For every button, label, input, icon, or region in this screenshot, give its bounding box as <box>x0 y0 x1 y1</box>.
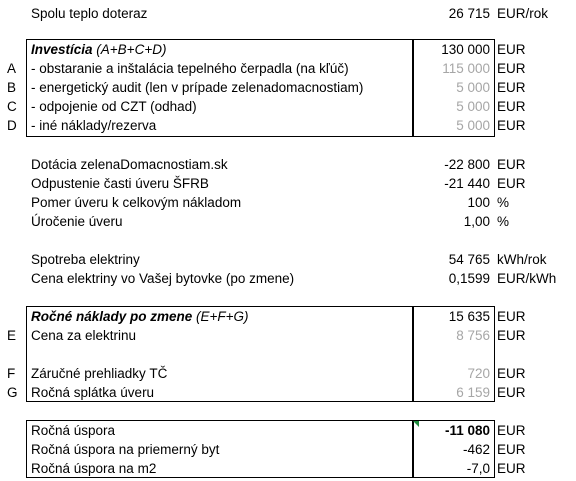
value-uspora-byt[interactable]: -462 <box>462 442 490 457</box>
value-uspora-m2[interactable]: -7,0 <box>466 461 490 476</box>
unit-rocna-uspora[interactable]: EUR <box>497 423 526 438</box>
letter-f: F <box>7 366 16 381</box>
row-urocenie[interactable] <box>0 212 576 231</box>
unit-spotreba[interactable]: kWh/rok <box>497 252 547 267</box>
value-splatka-uveru[interactable]: 6 159 <box>456 385 490 400</box>
label-splatka-uveru[interactable]: Ročná splátka úveru <box>31 385 155 400</box>
unit-odpustenie[interactable]: EUR <box>497 176 526 191</box>
label-zarucne-prehliadky[interactable]: Záručné prehliadky TČ <box>31 366 168 381</box>
letter-g: G <box>7 385 18 400</box>
value-rocne-naklady[interactable]: 15 635 <box>448 309 490 324</box>
unit-pomer[interactable]: % <box>497 195 510 210</box>
row-rocne-naklady[interactable] <box>0 307 576 326</box>
label-rocna-uspora[interactable]: Ročná úspora <box>31 423 116 438</box>
letter-e: E <box>7 328 17 343</box>
unit-cena-elektriny[interactable]: EUR/kWh <box>497 271 557 286</box>
label-investicia-title: Investícia <box>31 42 93 57</box>
label-rocne-naklady-title: Ročné náklady po zmene <box>31 309 193 324</box>
value-obstaranie[interactable]: 115 000 <box>442 61 490 76</box>
label-spotreba[interactable]: Spotreba elektriny <box>31 252 140 267</box>
unit-investicia[interactable]: EUR <box>497 42 526 57</box>
value-cena-za-elektrinu[interactable]: 8 756 <box>456 328 490 343</box>
unit-uspora-m2[interactable]: EUR <box>497 461 526 476</box>
unit-splatka-uveru[interactable]: EUR <box>497 385 526 400</box>
label-spolu-teplo[interactable]: Spolu teplo doteraz <box>31 6 148 21</box>
label-dotacia[interactable]: Dotácia zelenaDomacnostiam.sk <box>31 157 228 172</box>
letter-c: C <box>7 99 17 114</box>
label-ine-naklady[interactable]: - iné náklady/rezerva <box>31 118 157 133</box>
row-g[interactable] <box>0 383 576 402</box>
value-spolu-teplo[interactable]: 26 715 <box>448 6 490 21</box>
value-pomer[interactable]: 100 <box>467 195 490 210</box>
label-urocenie[interactable]: Úročenie úveru <box>31 214 123 229</box>
label-cena-elektriny[interactable]: Cena elektriny vo Vašej bytovke (po zmene) <box>31 271 295 286</box>
value-zarucne-prehliadky[interactable]: 720 <box>467 366 490 381</box>
unit-obstaranie[interactable]: EUR <box>497 61 526 76</box>
row-investicia[interactable] <box>0 40 576 59</box>
unit-urocenie[interactable]: % <box>497 214 510 229</box>
label-obstaranie[interactable]: - obstaranie a inštalácia tepelného čerpadla (na kľúč) <box>31 61 349 76</box>
row-e[interactable] <box>0 326 576 345</box>
label-uspora-m2[interactable]: Ročná úspora na m2 <box>31 461 157 476</box>
unit-odpojenie[interactable]: EUR <box>497 99 526 114</box>
unit-cena-za-elektrinu[interactable]: EUR <box>497 328 526 343</box>
label-uspora-byt[interactable]: Ročná úspora na priemerný byt <box>31 442 220 457</box>
row-c[interactable] <box>0 97 576 116</box>
unit-ine-naklady[interactable]: EUR <box>497 118 526 133</box>
label-investicia-formula: (A+B+C+D) <box>92 42 167 57</box>
unit-dotacia[interactable]: EUR <box>497 157 526 172</box>
value-spotreba[interactable]: 54 765 <box>448 252 490 267</box>
row-d[interactable] <box>0 116 576 135</box>
row-a[interactable] <box>0 59 576 78</box>
row-f[interactable] <box>0 364 576 383</box>
label-cena-za-elektrinu[interactable]: Cena za elektrinu <box>31 328 137 343</box>
unit-uspora-byt[interactable]: EUR <box>497 442 526 457</box>
letter-a: A <box>7 61 17 76</box>
row-spotreba[interactable] <box>0 250 576 269</box>
unit-audit[interactable]: EUR <box>497 80 526 95</box>
label-investicia[interactable] <box>29 40 414 59</box>
row-uspora-m2[interactable] <box>0 459 576 478</box>
unit-zarucne-prehliadky[interactable]: EUR <box>497 366 526 381</box>
value-urocenie[interactable]: 1,00 <box>463 214 490 229</box>
value-odpustenie[interactable]: -21 440 <box>444 176 490 191</box>
letter-d: D <box>7 118 17 133</box>
row-cena-elektriny[interactable] <box>0 269 576 288</box>
value-investicia[interactable]: 130 000 <box>441 42 490 57</box>
label-audit[interactable]: - energetický audit (len v prípade zelenadomacnostiam) <box>31 80 364 95</box>
value-ine-naklady[interactable]: 5 000 <box>456 118 490 133</box>
unit-spolu-teplo[interactable]: EUR/rok <box>497 6 549 21</box>
label-rocne-naklady-formula: (E+F+G) <box>192 309 249 324</box>
unit-rocne-naklady[interactable]: EUR <box>497 309 526 324</box>
row-dotacia[interactable] <box>0 155 576 174</box>
value-dotacia[interactable]: -22 800 <box>444 157 490 172</box>
letter-b: B <box>7 80 17 95</box>
label-odpojenie[interactable]: - odpojenie od CZT (odhad) <box>31 99 197 114</box>
value-cena-elektriny[interactable]: 0,1599 <box>448 271 490 286</box>
label-rocne-naklady[interactable] <box>29 307 414 326</box>
value-rocna-uspora[interactable]: -11 080 <box>444 423 490 438</box>
row-spolu-teplo[interactable] <box>0 4 576 23</box>
row-odpustenie[interactable] <box>0 174 576 193</box>
label-pomer[interactable]: Pomer úveru k celkovým nákladom <box>31 195 242 210</box>
row-pomer[interactable] <box>0 193 576 212</box>
row-rocna-uspora[interactable] <box>0 421 576 440</box>
row-uspora-byt[interactable] <box>0 440 576 459</box>
value-audit[interactable]: 5 000 <box>456 80 490 95</box>
value-odpojenie[interactable]: 5 000 <box>456 99 490 114</box>
label-odpustenie[interactable]: Odpustenie časti úveru ŠFRB <box>31 176 209 191</box>
row-b[interactable] <box>0 78 576 97</box>
